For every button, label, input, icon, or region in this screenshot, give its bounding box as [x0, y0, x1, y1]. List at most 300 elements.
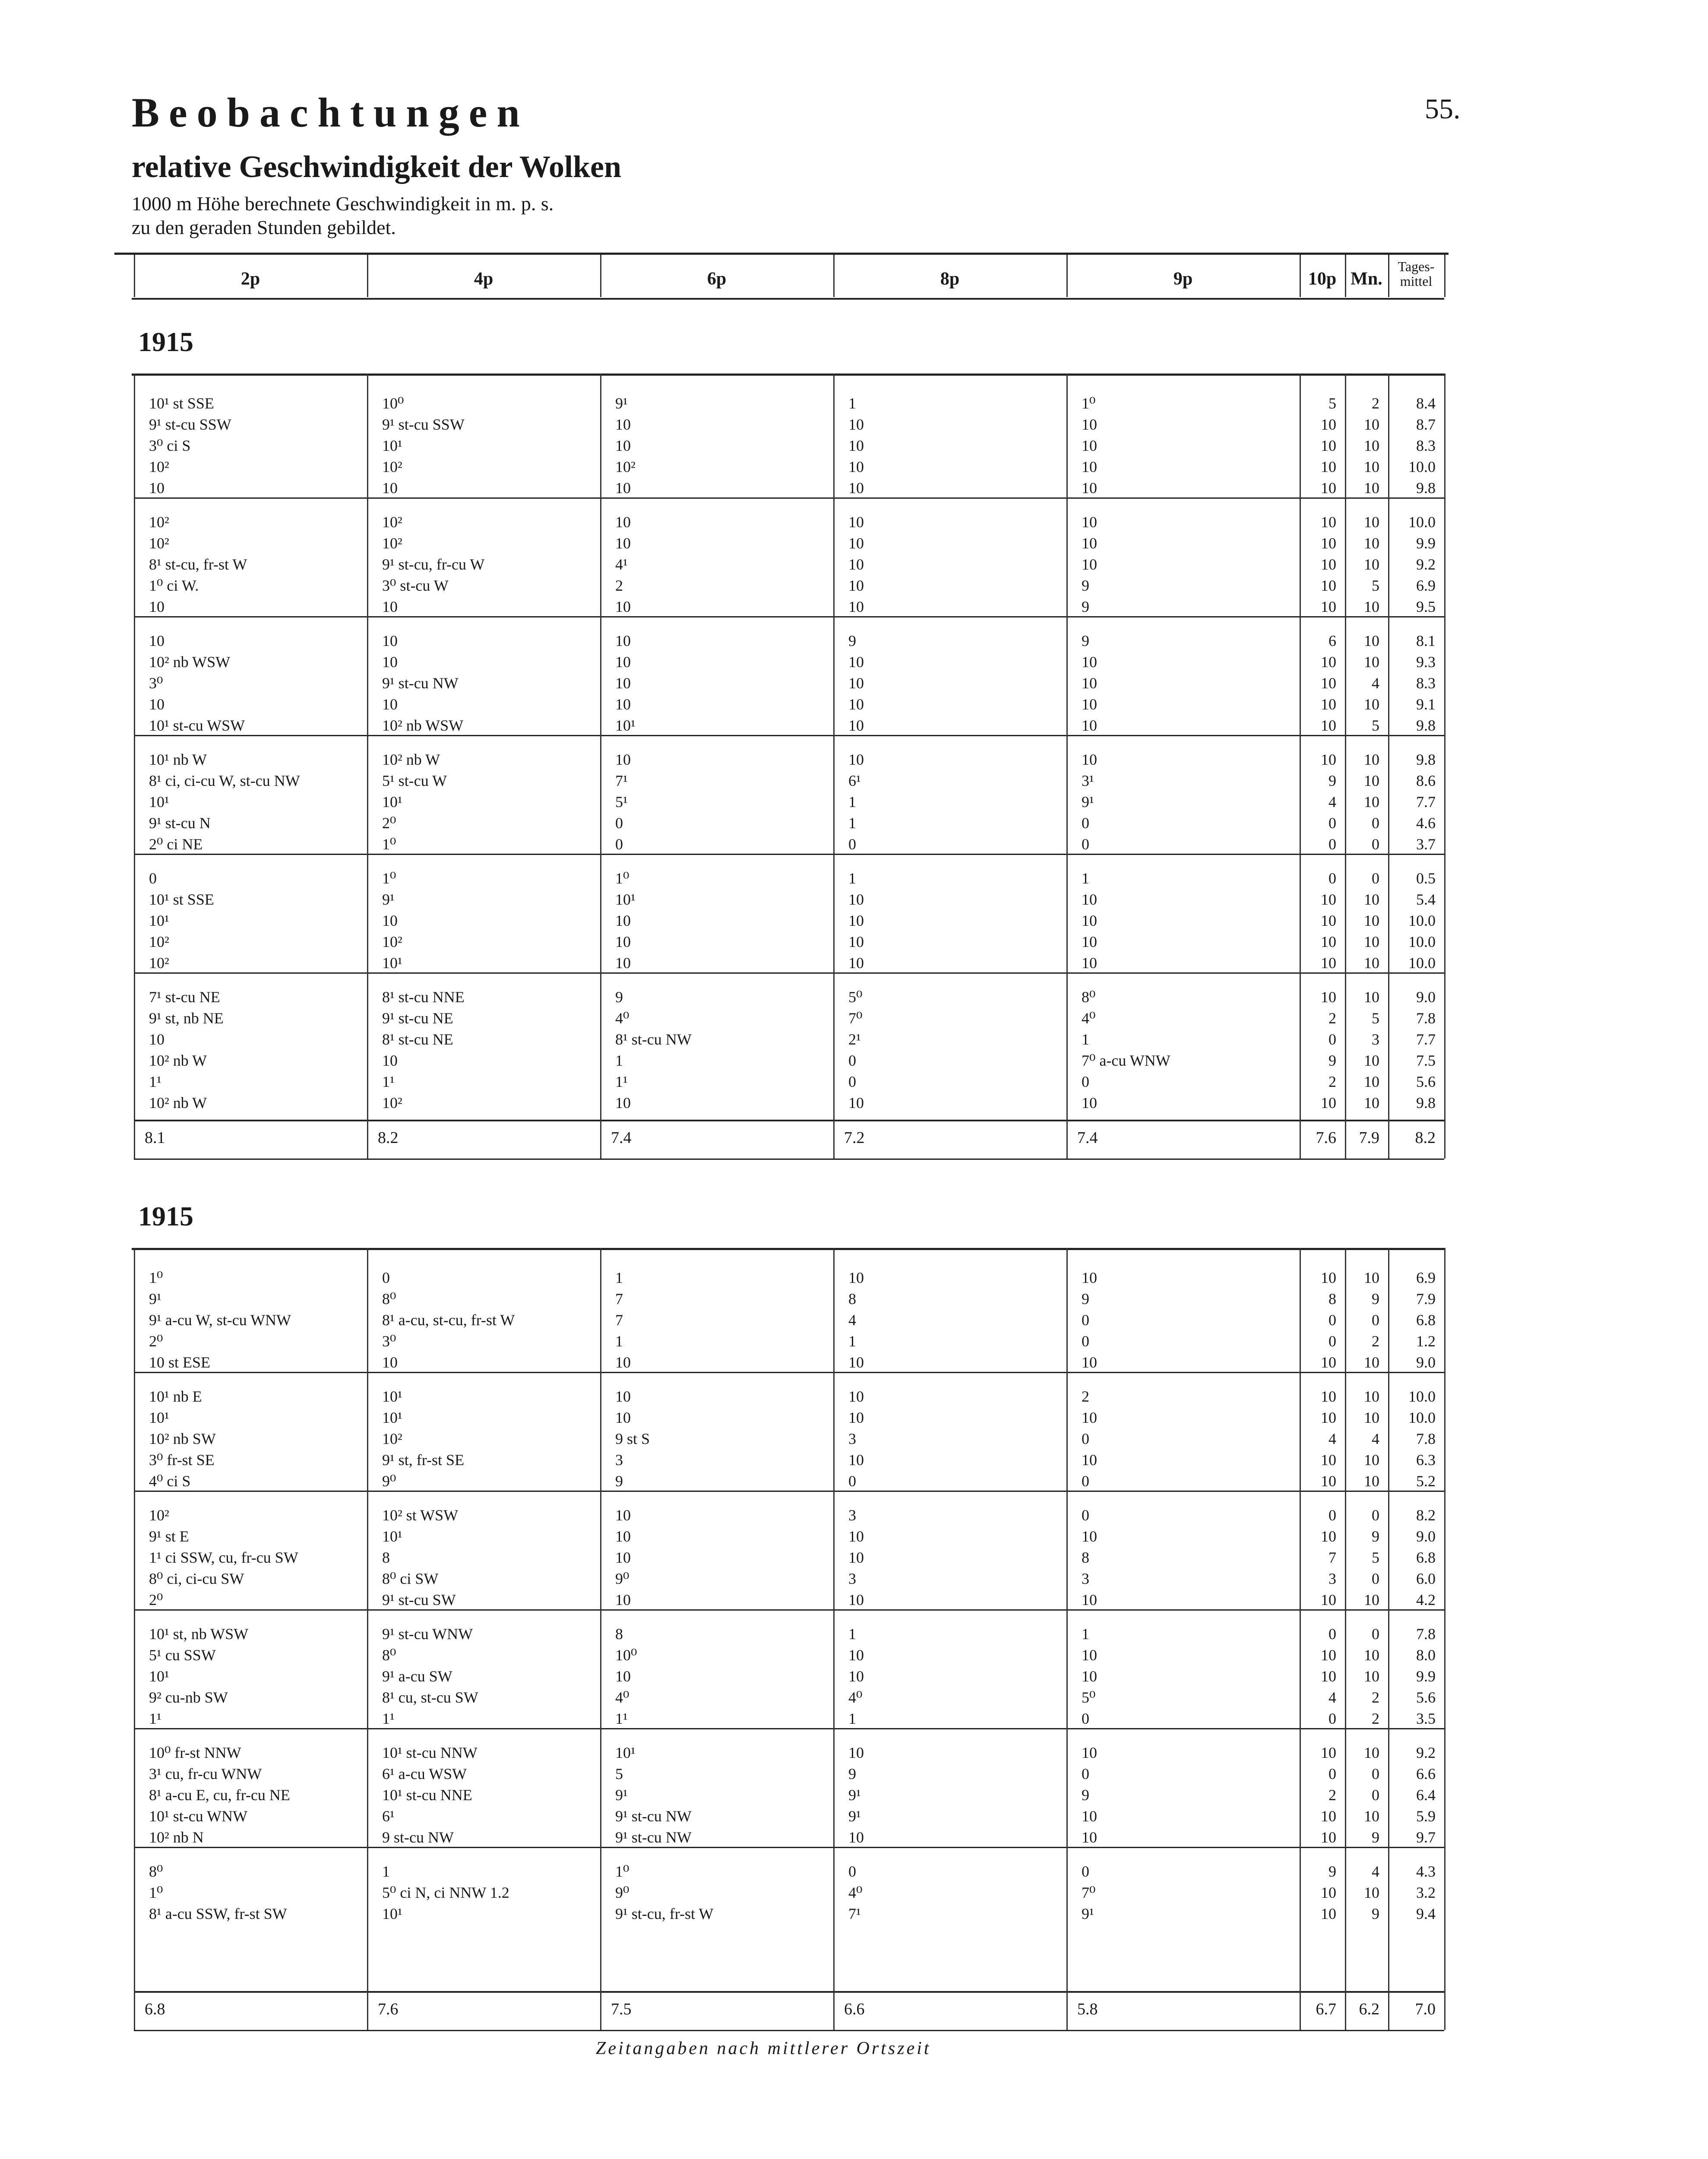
col-mn-cell: 10: [1364, 479, 1379, 497]
col-10p-cell: 10: [1321, 891, 1336, 908]
col-6p-cell: 9¹: [615, 395, 628, 412]
col-4p-cell: 1⁰: [382, 836, 396, 853]
col-8p-cell: 5⁰: [848, 988, 863, 1006]
col-10p-cell: 10: [1321, 1646, 1336, 1664]
col-9p-cell: 5⁰: [1082, 1689, 1096, 1706]
col-mn-cell: 0: [1372, 1625, 1379, 1643]
column-divider: [1066, 255, 1068, 297]
col-8p-cell: 1: [848, 870, 856, 887]
col-8p-cell: 10: [848, 954, 864, 972]
column-divider: [367, 255, 368, 297]
col-4p-cell: 1¹: [382, 1710, 395, 1727]
col-6p-cell: 10: [615, 1354, 631, 1371]
col-tagesmittel-mean: 8.2: [1415, 1129, 1436, 1147]
col-4p-cell: 5¹ st-cu W: [382, 772, 447, 789]
col-9p-cell: 10: [1082, 479, 1097, 497]
col-8p-cell: 4⁰: [848, 1689, 863, 1706]
col-6p-cell: 10: [615, 1549, 631, 1566]
col-10p-cell: 9: [1328, 1052, 1336, 1069]
col-4p-cell: 8¹ cu, st-cu SW: [382, 1689, 478, 1706]
col-tagesmittel-cell: 4.3: [1416, 1863, 1436, 1880]
col-2p-cell: 8⁰ ci, ci-cu SW: [149, 1570, 244, 1587]
col-mn-cell: 10: [1364, 1094, 1379, 1111]
col-9p-cell: 10: [1082, 458, 1097, 475]
table-row: [0, 414, 1444, 435]
column-divider: [367, 374, 368, 1159]
col-8p-cell: 10: [848, 1829, 864, 1846]
col-4p-cell: 9¹ st-cu WNW: [382, 1625, 473, 1643]
col-mn-cell: 10: [1364, 1354, 1379, 1371]
col-10p-cell: 10: [1321, 1388, 1336, 1405]
col-2p-mean: 8.1: [145, 1129, 165, 1147]
col-8p-cell: 10: [848, 535, 864, 552]
col-6p-cell: 9¹: [615, 1786, 628, 1804]
col-6p-cell: 5¹: [615, 793, 628, 810]
col-6p-cell: 10²: [615, 458, 636, 475]
col-tagesmittel-cell: 9.1: [1416, 696, 1436, 713]
header-top-rule: [114, 253, 1449, 255]
column-divider: [1345, 1248, 1346, 2030]
col-9p-cell: 10: [1082, 933, 1097, 950]
group-divider: [134, 972, 1444, 974]
col-2p-cell: 8¹ a-cu E, cu, fr-cu NE: [149, 1786, 290, 1804]
table-row: [0, 813, 1444, 834]
col-tagesmittel-cell: 7.5: [1416, 1052, 1436, 1069]
col-9p-cell: 10: [1082, 1646, 1097, 1664]
col-tagesmittel-cell: 7.7: [1416, 793, 1436, 810]
col-10p-cell: 10: [1321, 1354, 1336, 1371]
col-8p-cell: 1: [848, 793, 856, 810]
col-6p-cell: 10: [615, 598, 631, 615]
col-tagesmittel-cell: 1.2: [1416, 1333, 1436, 1350]
col-9p-cell: 10: [1082, 717, 1097, 734]
col-tagesmittel-cell: 10.0: [1408, 1409, 1436, 1426]
col-2p-cell: 10²: [149, 535, 169, 552]
table-row: [0, 1386, 1444, 1407]
col-2p-cell: 10²: [149, 933, 169, 950]
col-tagesmittel-cell: 9.8: [1416, 479, 1436, 497]
col-tagesmittel-cell: 9.3: [1416, 653, 1436, 671]
col-mn-cell: 10: [1364, 1808, 1379, 1825]
col-9p-header: 9p: [1173, 269, 1193, 289]
col-2p-cell: 1⁰: [149, 1884, 163, 1901]
col-4p-cell: 8¹ st-cu NNE: [382, 988, 465, 1006]
col-9p-cell: 7⁰: [1082, 1884, 1096, 1901]
col-tagesmittel-cell: 4.2: [1416, 1591, 1436, 1608]
col-2p-cell: 10¹ st, nb WSW: [149, 1625, 249, 1643]
col-10p-cell: 10: [1321, 1591, 1336, 1608]
col-9p-cell: 10: [1082, 556, 1097, 573]
col-8p-cell: 10: [848, 1744, 864, 1761]
col-10p-cell: 10: [1321, 1472, 1336, 1490]
col-8p-cell: 10: [848, 912, 864, 929]
table-row: [0, 1050, 1444, 1071]
col-10p-cell: 10: [1321, 954, 1336, 972]
col-8p-cell: 10: [848, 598, 864, 615]
col-mn-cell: 10: [1364, 437, 1379, 454]
col-4p-cell: 9 st-cu NW: [382, 1829, 454, 1846]
col-10p-cell: 10: [1321, 577, 1336, 594]
table-row: [0, 1861, 1444, 1882]
col-9p-cell: 10: [1082, 1744, 1097, 1761]
col-mn-cell: 4: [1372, 1430, 1379, 1447]
col-mn-cell: 10: [1364, 793, 1379, 810]
col-4p-cell: 10² nb W: [382, 751, 440, 768]
col-mn-cell: 10: [1364, 513, 1379, 531]
column-divider: [833, 1248, 835, 2030]
col-10p-cell: 3: [1328, 1570, 1336, 1587]
col-2p-cell: 9¹: [149, 1290, 161, 1307]
col-10p-cell: 10: [1321, 556, 1336, 573]
col-tagesmittel-cell: 5.9: [1416, 1808, 1436, 1825]
table-row: [0, 1742, 1444, 1763]
col-mn-cell: 10: [1364, 988, 1379, 1006]
col-2p-cell: 8¹ ci, ci-cu W, st-cu NW: [149, 772, 300, 789]
col-9p-cell: 9: [1082, 598, 1089, 615]
col-2p-cell: 0: [149, 870, 157, 887]
col-4p-cell: 1¹: [382, 1073, 395, 1090]
col-6p-cell: 1⁰: [615, 870, 629, 887]
col-9p-cell: 0: [1082, 814, 1089, 832]
col-2p-cell: 10¹ st SSE: [149, 891, 214, 908]
table-row: [0, 1092, 1444, 1114]
col-6p-cell: 10: [615, 1528, 631, 1545]
col-2p-cell: 1¹: [149, 1710, 161, 1727]
col-mn-cell: 10: [1364, 535, 1379, 552]
col-6p-cell: 10: [615, 632, 631, 649]
col-9p-cell: 10: [1082, 1808, 1097, 1825]
group-divider: [134, 1491, 1444, 1492]
col-8p-cell: 9¹: [848, 1786, 861, 1804]
col-10p-cell: 5: [1328, 395, 1336, 412]
means-rule: [134, 1991, 1444, 1993]
group-divider: [134, 1609, 1444, 1611]
col-4p-mean: 7.6: [378, 2000, 399, 2018]
col-4p-cell: 0: [382, 1269, 390, 1286]
col-10p-cell: 0: [1328, 1765, 1336, 1782]
col-8p-cell: 10: [848, 1591, 864, 1608]
col-tagesmittel-cell: 9.8: [1416, 751, 1436, 768]
col-8p-cell: 10: [848, 416, 864, 433]
col-mn-mean: 7.9: [1359, 1129, 1379, 1147]
col-tagesmittel-cell: 6.0: [1416, 1570, 1436, 1587]
col-10p-cell: 0: [1328, 836, 1336, 853]
col-2p-cell: 2⁰: [149, 1591, 163, 1608]
col-tagesmittel-cell: 6.6: [1416, 1765, 1436, 1782]
col-8p-cell: 9: [848, 632, 856, 649]
col-tagesmittel-cell: 9.2: [1416, 1744, 1436, 1761]
col-4p-cell: 10: [382, 1052, 398, 1069]
col-mn-cell: 5: [1372, 1549, 1379, 1566]
col-tagesmittel-cell: 9.5: [1416, 598, 1436, 615]
col-2p-cell: 10: [149, 598, 164, 615]
col-tagesmittel-cell: 9.8: [1416, 717, 1436, 734]
col-4p-cell: 9¹ st-cu SSW: [382, 416, 465, 433]
col-mn-cell: 10: [1364, 1591, 1379, 1608]
col-6p-cell: 10¹: [615, 1744, 636, 1761]
col-2p-cell: 1⁰: [149, 1269, 163, 1286]
col-4p-cell: 10: [382, 598, 398, 615]
col-mn-cell: 10: [1364, 598, 1379, 615]
col-mn-cell: 10: [1364, 1451, 1379, 1469]
col-9p-cell: 10: [1082, 1354, 1097, 1371]
col-10p-cell: 10: [1321, 1094, 1336, 1111]
col-9p-cell: 0: [1082, 836, 1089, 853]
col-mn-cell: 10: [1364, 1269, 1379, 1286]
col-8p-cell: 10: [848, 1354, 864, 1371]
col-2p-cell: 3⁰ ci S: [149, 437, 191, 454]
col-6p-cell: 1: [615, 1269, 623, 1286]
col-10p-cell: 10: [1321, 416, 1336, 433]
col-9p-cell: 9¹: [1082, 793, 1094, 810]
col-8p-cell: 8: [848, 1290, 856, 1307]
table-row: [0, 910, 1444, 931]
table-row: [0, 575, 1444, 596]
col-2p-cell: 2⁰: [149, 1333, 163, 1350]
col-8p-cell: 10: [848, 751, 864, 768]
col-8p-cell: 10: [848, 458, 864, 475]
col-8p-cell: 0: [848, 1073, 856, 1090]
table-row: [0, 596, 1444, 617]
col-9p-cell: 0: [1082, 1863, 1089, 1880]
table-row: [0, 1071, 1444, 1092]
col-2p-cell: 9¹ st, nb NE: [149, 1010, 224, 1027]
section-bottom-rule: [134, 1159, 1444, 1160]
table-row: [0, 770, 1444, 791]
col-8p-cell: 10: [848, 577, 864, 594]
col-8p-cell: 10: [848, 696, 864, 713]
col-10p-cell: 10: [1321, 1808, 1336, 1825]
col-6p-cell: 5: [615, 1765, 623, 1782]
col-10p-cell: 10: [1321, 437, 1336, 454]
col-9p-cell: 10: [1082, 437, 1097, 454]
col-2p-cell: 10²: [149, 513, 169, 531]
col-6p-cell: 10: [615, 1409, 631, 1426]
col-2p-cell: 10² nb W: [149, 1052, 207, 1069]
col-2p-cell: 10: [149, 696, 164, 713]
col-9p-cell: 10: [1082, 1269, 1097, 1286]
table-row: [0, 673, 1444, 694]
col-4p-cell: 10² nb WSW: [382, 717, 464, 734]
col-tagesmittel-cell: 4.6: [1416, 814, 1436, 832]
col-9p-cell: 9: [1082, 577, 1089, 594]
col-mn-cell: 10: [1364, 1668, 1379, 1685]
col-8p-cell: 10: [848, 1451, 864, 1469]
col-tagesmittel-cell: 6.9: [1416, 577, 1436, 594]
col-2p-cell: 1¹: [149, 1073, 161, 1090]
col-tagesmittel-cell: 3.2: [1416, 1884, 1436, 1901]
col-8p-cell: 10: [848, 674, 864, 692]
col-8p-cell: 6¹: [848, 772, 861, 789]
col-8p-cell: 1: [848, 814, 856, 832]
col-8p-cell: 3: [848, 1570, 856, 1587]
col-10p-cell: 10: [1321, 1905, 1336, 1922]
col-9p-cell: 9: [1082, 632, 1089, 649]
col-9p-cell: 10: [1082, 1591, 1097, 1608]
col-9p-cell: 7⁰ a-cu WNW: [1082, 1052, 1170, 1069]
col-tagesmittel-cell: 10.0: [1408, 513, 1436, 531]
col-9p-cell: 10: [1082, 912, 1097, 929]
col-10p-cell: 0: [1328, 1311, 1336, 1329]
col-tagesmittel-cell: 9.4: [1416, 1905, 1436, 1922]
col-10p-cell: 9: [1328, 1863, 1336, 1880]
col-6p-cell: 10: [615, 912, 631, 929]
col-2p-cell: 10¹: [149, 1409, 169, 1426]
col-mn-cell: 2: [1372, 1710, 1379, 1727]
col-9p-cell: 0: [1082, 1472, 1089, 1490]
column-divider: [1066, 374, 1068, 1159]
col-10p-mean: 6.7: [1316, 2000, 1336, 2018]
col-tagesmittel-header: Tages-mittel: [1398, 259, 1435, 289]
col-6p-cell: 10: [615, 674, 631, 692]
col-4p-cell: 10: [382, 696, 398, 713]
col-10p-cell: 2: [1328, 1010, 1336, 1027]
col-6p-cell: 10: [615, 1668, 631, 1685]
col-mn-cell: 10: [1364, 772, 1379, 789]
col-2p-cell: 10² nb WSW: [149, 653, 231, 671]
col-tagesmittel-cell: 10.0: [1408, 954, 1436, 972]
table-row: [0, 1666, 1444, 1687]
col-6p-cell: 8: [615, 1625, 623, 1643]
column-divider: [1388, 255, 1389, 297]
col-4p-cell: 10¹ st-cu NNW: [382, 1744, 478, 1761]
note-line-2: zu den geraden Stunden gebildet.: [132, 216, 396, 238]
col-10p-cell: 10: [1321, 1884, 1336, 1901]
col-6p-cell: 10: [615, 954, 631, 972]
col-4p-cell: 9¹ st-cu SW: [382, 1591, 456, 1608]
col-tagesmittel-cell: 8.3: [1416, 674, 1436, 692]
col-8p-cell: 7¹: [848, 1905, 861, 1922]
col-2p-cell: 10¹ nb E: [149, 1388, 202, 1405]
col-tagesmittel-cell: 6.8: [1416, 1549, 1436, 1566]
col-2p-cell: 8⁰: [149, 1863, 163, 1880]
col-mn-cell: 10: [1364, 751, 1379, 768]
col-9p-cell: 3: [1082, 1570, 1089, 1587]
col-6p-cell: 9 st S: [615, 1430, 650, 1447]
table-row: [0, 1687, 1444, 1708]
col-8p-cell: 10: [848, 1094, 864, 1111]
col-8p-cell: 4: [848, 1311, 856, 1329]
table-row: [0, 1806, 1444, 1827]
col-4p-cell: 8¹ st-cu NE: [382, 1031, 453, 1048]
col-6p-cell: 8¹ st-cu NW: [615, 1031, 692, 1048]
col-4p-cell: 8: [382, 1549, 390, 1566]
col-10p-cell: 10: [1321, 912, 1336, 929]
col-tagesmittel-cell: 5.2: [1416, 1472, 1436, 1490]
column-divider: [1300, 1248, 1301, 2030]
col-tagesmittel-cell: 9.0: [1416, 1528, 1436, 1545]
table-row: [0, 1882, 1444, 1903]
col-mn-cell: 2: [1372, 1333, 1379, 1350]
col-mn-cell: 2: [1372, 1689, 1379, 1706]
col-6p-cell: 10: [615, 1388, 631, 1405]
column-divider: [1444, 374, 1445, 1159]
col-tagesmittel-cell: 8.7: [1416, 416, 1436, 433]
col-4p-cell: 9¹ st-cu NE: [382, 1010, 453, 1027]
col-8p-cell: 10: [848, 891, 864, 908]
year-heading: 1915: [138, 326, 193, 357]
table-row: [0, 1428, 1444, 1450]
col-9p-cell: 9: [1082, 1290, 1089, 1307]
col-8p-cell: 10: [848, 479, 864, 497]
col-tagesmittel-cell: 5.4: [1416, 891, 1436, 908]
col-10p-cell: 0: [1328, 870, 1336, 887]
col-8p-mean: 6.6: [844, 2000, 865, 2018]
section-bottom-rule: [134, 2030, 1444, 2031]
col-9p-mean: 7.4: [1077, 1129, 1098, 1147]
table-row: [0, 953, 1444, 974]
col-8p-cell: 4⁰: [848, 1884, 863, 1901]
col-6p-cell: 10¹: [615, 717, 636, 734]
col-mn-header: Mn.: [1351, 269, 1382, 289]
col-9p-cell: 10: [1082, 1528, 1097, 1545]
table-row: [0, 931, 1444, 953]
col-10p-cell: 10: [1321, 1668, 1336, 1685]
col-tagesmittel-cell: 6.9: [1416, 1269, 1436, 1286]
table-row: [0, 1624, 1444, 1645]
col-4p-cell: 3⁰ st-cu W: [382, 577, 449, 594]
col-mn-cell: 10: [1364, 891, 1379, 908]
column-divider: [600, 374, 601, 1159]
table-row: [0, 1029, 1444, 1050]
col-4p-cell: 10²: [382, 513, 402, 531]
table-row: [0, 987, 1444, 1008]
col-10p-cell: 10: [1321, 1409, 1336, 1426]
col-2p-cell: 9¹ st-cu SSW: [149, 416, 231, 433]
col-8p-cell: 3: [848, 1430, 856, 1447]
col-10p-cell: 10: [1321, 479, 1336, 497]
col-2p-cell: 3¹ cu, fr-cu WNW: [149, 1765, 262, 1782]
col-9p-cell: 10: [1082, 891, 1097, 908]
footer-note: Zeitangaben nach mittlerer Ortszeit: [596, 2039, 931, 2058]
col-tagesmittel-cell: 7.8: [1416, 1625, 1436, 1643]
col-4p-cell: 10: [382, 632, 398, 649]
col-2p-cell: 10: [149, 632, 164, 649]
col-2p-cell: 5¹ cu SSW: [149, 1646, 216, 1664]
col-4p-cell: 9¹: [382, 891, 395, 908]
col-mn-cell: 10: [1364, 954, 1379, 972]
column-divider: [134, 374, 135, 1159]
col-6p-mean: 7.5: [611, 2000, 632, 2018]
col-mn-cell: 4: [1372, 674, 1379, 692]
column-divider: [134, 1248, 135, 2030]
table-row: [0, 889, 1444, 910]
col-4p-cell: 10¹: [382, 1905, 402, 1922]
col-6p-cell: 10: [615, 1591, 631, 1608]
table-row: [0, 1450, 1444, 1471]
col-6p-cell: 2: [615, 577, 623, 594]
column-divider: [833, 255, 835, 297]
col-6p-cell: 7: [615, 1311, 623, 1329]
table-row: [0, 1827, 1444, 1848]
col-9p-cell: 10: [1082, 1409, 1097, 1426]
col-tagesmittel-cell: 0.5: [1416, 870, 1436, 887]
col-10p-cell: 0: [1328, 1710, 1336, 1727]
col-6p-cell: 10: [615, 1507, 631, 1524]
col-9p-cell: 2: [1082, 1388, 1089, 1405]
col-6p-cell: 1⁰: [615, 1863, 629, 1880]
col-2p-cell: 3⁰: [149, 674, 163, 692]
col-10p-cell: 8: [1328, 1290, 1336, 1307]
col-6p-cell: 4¹: [615, 556, 628, 573]
table-row: [0, 1708, 1444, 1729]
table-row: [0, 749, 1444, 770]
column-divider: [1388, 374, 1389, 1159]
col-4p-cell: 8⁰: [382, 1646, 396, 1664]
col-8p-cell: 9: [848, 1765, 856, 1782]
col-6p-cell: 4⁰: [615, 1689, 629, 1706]
col-4p-cell: 10¹: [382, 1409, 402, 1426]
